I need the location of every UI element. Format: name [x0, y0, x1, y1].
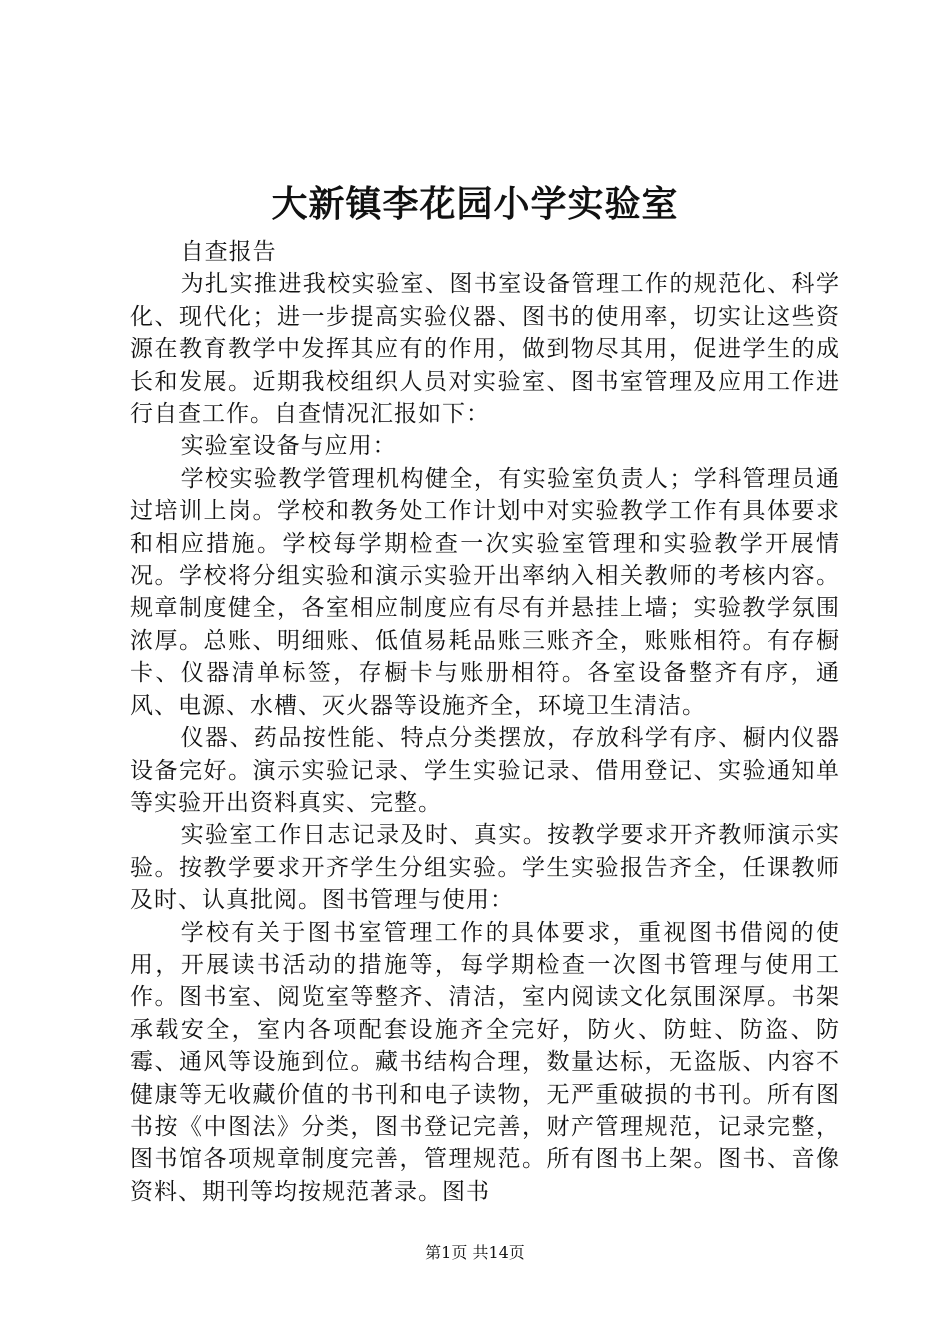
paragraph-lab-heading: 实验室设备与应用： — [180, 433, 397, 460]
paragraph-lab-management: 学校实验教学管理机构健全，有实验室负责人；学科管理员通过培训上岗。学校和教务处工作计划中对实验教学工作有具体要求和相应措施。学校每学期检查一次实验室管理和实验教学开展情况。学校将分组实验和演示实验开出率纳入相关教师的考核内容。规章制度健全，各室相应制度应有尽有并悬挂上墙；实验教学氛围浓厚。总账、明细账、低值易耗品账三账齐全，账账相符。有存橱卡、仪器清单标签，存橱卡与账册相符。各室设备整齐有序，通风、电源、水槽、灭火器等设施齐全，环境卫生清洁。 — [130, 465, 840, 719]
document-body — [130, 236, 840, 1208]
document-title: 大新镇李花园小学实验室 — [271, 183, 679, 225]
paragraph-intro: 为扎实推进我校实验室、图书室设备管理工作的规范化、科学化、现代化；进一步提高实验仪器、图书的使用率，切实让这些资源在教育教学中发挥其应有的作用，做到物尽其用，促进学生的成长和发展。近期我校组织人员对实验室、图书室管理及应用工作进行自查工作。自查情况汇报如下： — [130, 271, 840, 428]
paragraph-lab-log: 实验室工作日志记录及时、真实。按教学要求开齐教师演示实验。按教学要求开齐学生分组实验。学生实验报告齐全，任课教师及时、认真批阅。图书管理与使用： — [130, 822, 840, 914]
paragraph-subtitle: 自查报告 — [180, 239, 277, 265]
paragraph-instruments: 仪器、药品按性能、特点分类摆放，存放科学有序、橱内仪器设备完好。演示实验记录、学生实验记录、借用登记、实验通知单等实验开出资料真实、完整。 — [130, 725, 840, 816]
page-number-footer: 第1页 共14页 — [425, 1243, 525, 1262]
paragraph-library: 学校有关于图书室管理工作的具体要求，重视图书借阅的使用，开展读书活动的措施等，每学期检查一次图书管理与使用工作。图书室、阅览室等整齐、清洁，室内阅读文化氛围深厚。书架承载安全，室内各项配套设施齐全完好，防火、防蛀、防盗、防霉、通风等设施到位。藏书结构合理，数量达标，无盗版、内容不健康等无收藏价值的书刊和电子读物，无严重破损的书刊。所有图书按《中图法》分类，图书登记完善，财产管理规范，记录完整，图书馆各项规章制度完善，管理规范。所有图书上架。图书、音像资料、期刊等均按规范著录。图书 — [130, 919, 840, 1205]
